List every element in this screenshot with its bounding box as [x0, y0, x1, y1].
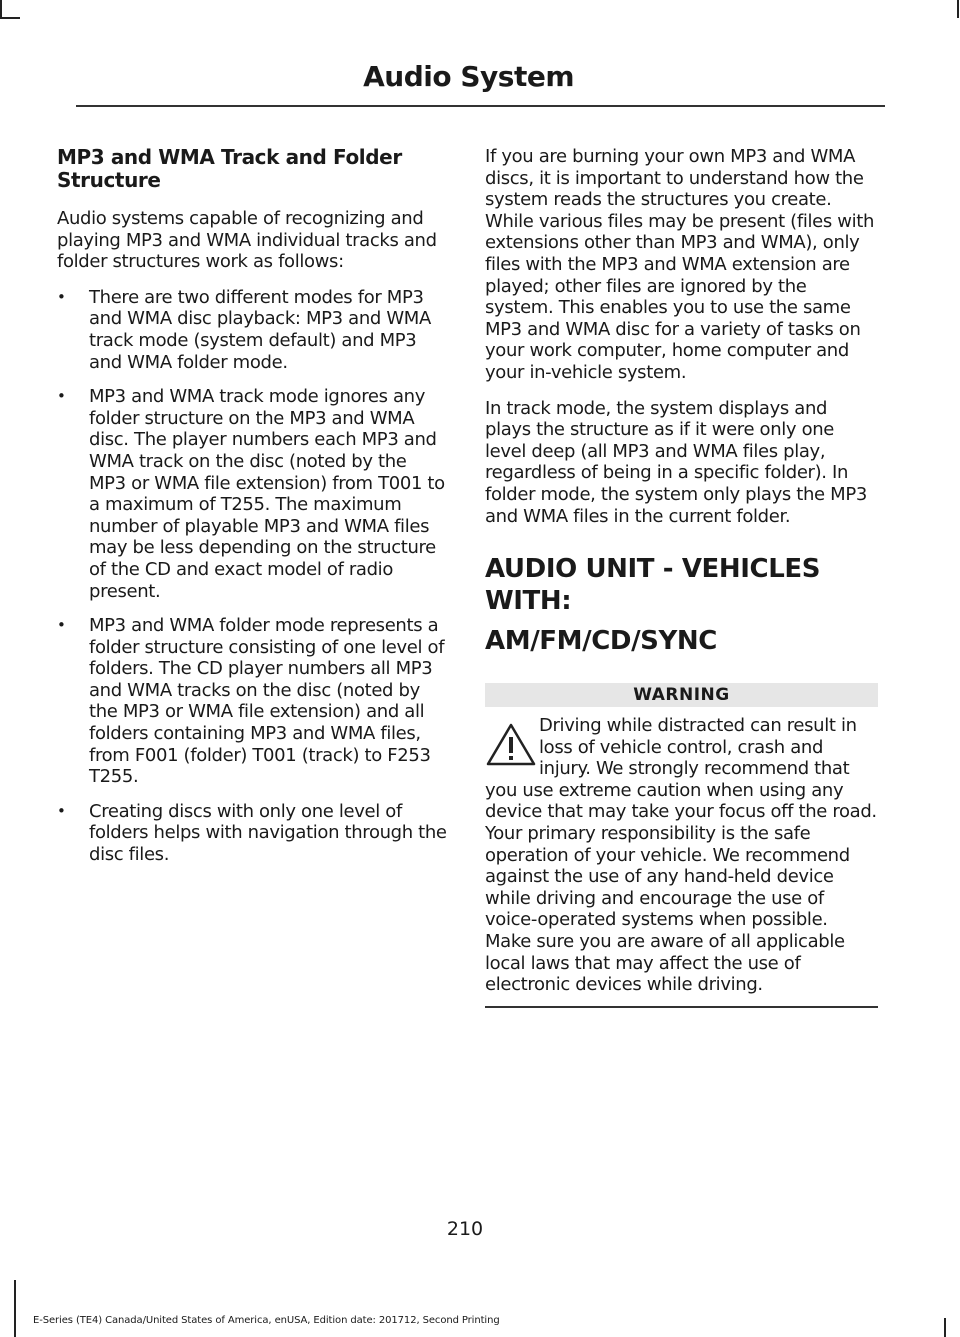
page-number: 210: [446, 1218, 484, 1240]
section-heading-line-1: AUDIO UNIT - VEHICLES WITH:: [485, 554, 821, 617]
bullet-item: • MP3 and WMA folder mode represents a folder structure consisting of one level of folders. The CD player numbers all MP3 and WMA tracks on the disc (noted by the MP3 or WMA file extension) and all folders containing MP3 and WMA files, from F001 (folder) T001 (track) to F253 T255.: [57, 615, 448, 788]
bullet-item: • There are two different modes for MP3 and WMA disc playback: MP3 and WMA track mode (system default) and MP3 and WMA folder mode.: [57, 287, 448, 373]
right-column: [485, 146, 878, 1008]
warning-bottom-rule: [485, 1006, 878, 1008]
page-header-title: Audio System: [363, 60, 574, 93]
left-column: [57, 146, 448, 879]
bullet-item: • Creating discs with only one level of folders helps with navigation through the disc files.: [57, 801, 448, 866]
crop-mark-top-left-horizontal: [0, 17, 20, 19]
header-divider: [76, 105, 885, 107]
crop-mark-top-left: [0, 0, 2, 18]
subheading-mp3-wma-structure: MP3 and WMA Track and Folder Structure: [57, 145, 402, 192]
crop-mark-bottom-left: [14, 1280, 16, 1337]
section-heading-line-2: AM/FM/CD/SYNC: [485, 626, 717, 657]
bullet-item: • MP3 and WMA track mode ignores any folder structure on the MP3 and WMA disc. The player numbers each MP3 and WMA track on the disc (noted by the MP3 or WMA file extension) from T001 to a maximum of T255. The maximum number of playable MP3 and WMA files may be less depending on the structure of the CD and exact model of radio present.: [57, 386, 448, 602]
warning-body: [485, 715, 878, 1006]
warning-text: Driving while distracted can result in loss of vehicle control, crash and injury. We strongly recommend that you use extreme caution when using any device that may take your focus off the road. Your primary responsibility is the safe operation of your vehicle. We recommend against the use of any hand-held device while driving and encourage the use of voice-operated systems when possible. Make sure you are aware of all applicable local laws that may affect the use of electronic devices while driving.: [485, 715, 877, 996]
bullet-list: [57, 287, 448, 866]
burning-discs-paragraph: If you are burning your own MP3 and WMA discs, it is important to understand how the system reads the structures you create. While various files may be present (files with extensions other than MP3 and WMA), only files with the MP3 and WMA extension are played; other files are ignored by the system. This enables you to use the same MP3 and WMA disc for a variety of tasks on your work computer, home computer and your in-vehicle system.: [485, 146, 875, 383]
warning-label: WARNING: [485, 683, 878, 707]
track-mode-paragraph: In track mode, the system displays and plays the structure as if it were only one level deep (all MP3 and WMA files play, regardless of being in a specific folder). In folder mode, the system only plays the MP3 and WMA files in the current folder.: [485, 397, 867, 527]
intro-paragraph: Audio systems capable of recognizing and playing MP3 and WMA individual tracks and folder structures work as follows:: [57, 208, 437, 273]
warning-triangle-icon: [485, 721, 537, 767]
footer-edition-text: E-Series (TE4) Canada/United States of America, enUSA, Edition date: 201712, Second Printing: [33, 1315, 500, 1326]
warning-box: [485, 683, 878, 1008]
crop-mark-top-right: [957, 0, 959, 18]
crop-mark-bottom-right: [944, 1318, 946, 1337]
